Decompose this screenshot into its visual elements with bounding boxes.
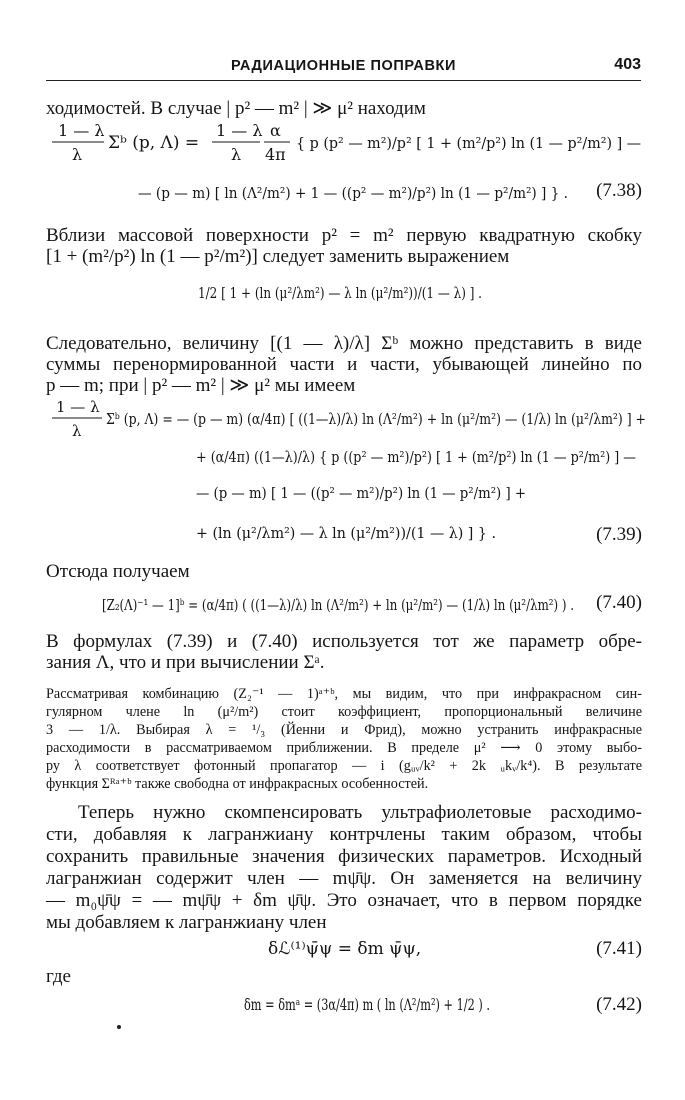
eq-body-line: — (p — m) [ 1 — ((p² — m²)/p²) ln (1 — p²/m²) ] +	[196, 484, 526, 502]
eq-fraction-numerator: 1 — λ	[56, 398, 100, 416]
paragraph-line: Вблизи массовой поверхности p² = m² первую квадратную скобку	[46, 225, 642, 246]
note-line: Рассматривая комбинацию (Z₂⁻¹ — 1)ᵃ⁺ᵇ, мы видим, что при инфракрасном син-	[46, 686, 642, 702]
equation-7-39	[46, 396, 646, 556]
note-line: 3 — 1/λ. Выбирая λ = ¹/₃ (Йенни и Фрид), можно устранить инфракрасные	[46, 722, 642, 738]
equation-7-40	[100, 582, 580, 628]
eq-lhs: Σᵇ (p, Λ) =	[108, 133, 200, 153]
eq-fraction-numerator: α	[270, 121, 281, 140]
equation-number: (7.38)	[596, 180, 642, 201]
eq-body-line: { p (p² — m²)/p² [ 1 + (m²/p²) ln (1 — p²/m²) ] —	[296, 134, 641, 152]
eq-fraction-denominator: λ	[72, 145, 83, 164]
paragraph-line: ходимостей. В случае | p² — m² | ≫ μ² находим	[46, 98, 426, 119]
note-line: гулярном члене ln (μ²/m²) стоит коэффициент, пропорциональный величине	[46, 704, 642, 720]
eq-body-line: + (α/4π) ((1—λ)/λ) { p ((p² — m²)/p²) [ 1 + (m²/p²) ln (1 — p²/m²) ] —	[196, 448, 636, 466]
eq-fraction-denominator: 4π	[265, 145, 286, 164]
equation-number: (7.40)	[596, 592, 642, 613]
eq-body-line: — (p — m) [ ln (Λ²/m²) + 1 — ((p² — m²)/p²) ln (1 — p²/m²) ] } .	[138, 184, 568, 202]
paragraph-line: — m₀ψ̄ψ = — mψ̄ψ + δm ψ̄ψ. Это означает, что в первом порядке	[46, 890, 642, 911]
paragraph-line: сти, добавляя к лагранжиану контрчлены таким образом, чтобы	[46, 824, 642, 845]
equation-number: (7.42)	[596, 994, 642, 1015]
equation-7-41	[240, 928, 460, 968]
eq-body-line: [Z₂(Λ)⁻¹ — 1]ᵇ = (α/4π) ( ((1—λ)/λ) ln (Λ²/m²) + ln (μ²/m²) — (1/λ) ln (μ²/λm²) ) .	[102, 596, 574, 614]
note-line: функция Σᴿᵃ⁺ᵇ также свободна от инфракрасных особенностей.	[46, 776, 429, 792]
eq-fraction-denominator: λ	[231, 145, 242, 164]
note-line: расходимости в рассматриваемом приближении. В пределе μ² ⟶ 0 этому выбо-	[46, 740, 642, 756]
paragraph-line: лагранжиан содержит член — mψ̄ψ. Он заменяется на величину	[46, 868, 642, 889]
eq-body-line: + (ln (μ²/λm²) — λ ln (μ²/m²))/(1 — λ) ] } .	[196, 524, 496, 542]
equation-number: (7.41)	[596, 938, 642, 959]
paragraph-line: В формулах (7.39) и (7.40) используется тот же параметр обре-	[46, 631, 642, 652]
eq-body-line: δℒ⁽¹⁾ψ̄ψ = δm ψ̄ψ,	[268, 939, 422, 959]
eq-body-line: 1/2 [ 1 + (ln (μ²/λm²) — λ ln (μ²/m²))/(1 — λ) ] .	[198, 284, 482, 302]
paragraph-line: суммы перенормированной части и части, убывающей линейно по	[46, 354, 642, 375]
running-header	[46, 56, 641, 81]
equation-7-42	[240, 982, 500, 1028]
equation-7-38	[46, 120, 646, 210]
paragraph-line: Теперь нужно скомпенсировать ультрафиолетовые расходимо-	[78, 802, 642, 823]
paragraph-line: [1 + (m²/p²) ln (1 — p²/m²)] следует заменить выражением	[46, 246, 510, 267]
note-line: ру λ соответствует фотонный пропагатор — i (gᵤᵥ/k² + 2k ᵤkᵥ/k⁴). В результате	[46, 758, 642, 774]
ink-dot	[117, 1025, 121, 1029]
paragraph-line: Отсюда получаем	[46, 561, 190, 582]
page-number: 403	[614, 56, 641, 73]
eq-body-line: Σᵇ (p, Λ) = — (p — m) (α/4π) [ ((1—λ)/λ) ln (Λ²/m²) + ln (μ²/m²) — (1/λ) ln (μ²/λm²) ] +	[106, 410, 646, 428]
equation-number: (7.39)	[596, 524, 642, 545]
paragraph-line: Следовательно, величину [(1 — λ)/λ] Σᵇ можно представить в виде	[46, 333, 642, 354]
paragraph-line: мы добавляем к лагранжиану член	[46, 912, 327, 933]
equation-bracket-replacement	[196, 268, 496, 316]
eq-fraction-denominator: λ	[72, 422, 82, 440]
paragraph-line: сохранить правильные значения физических параметров. Исходный	[46, 846, 642, 867]
paragraph-line: p — m; при | p² — m² | ≫ μ² мы имеем	[46, 375, 356, 396]
eq-fraction-numerator: 1 — λ	[58, 121, 105, 140]
eq-body-line: δm = δmᵃ = (3α/4π) m ( ln (Λ²/m²) + 1/2 ) .	[244, 995, 490, 1014]
paragraph-line: где	[46, 966, 71, 987]
running-title: РАДИАЦИОННЫЕ ПОПРАВКИ	[230, 58, 457, 74]
paragraph-line: зания Λ, что и при вычислении Σᵃ.	[46, 652, 325, 673]
eq-fraction-numerator: 1 — λ	[216, 121, 263, 140]
